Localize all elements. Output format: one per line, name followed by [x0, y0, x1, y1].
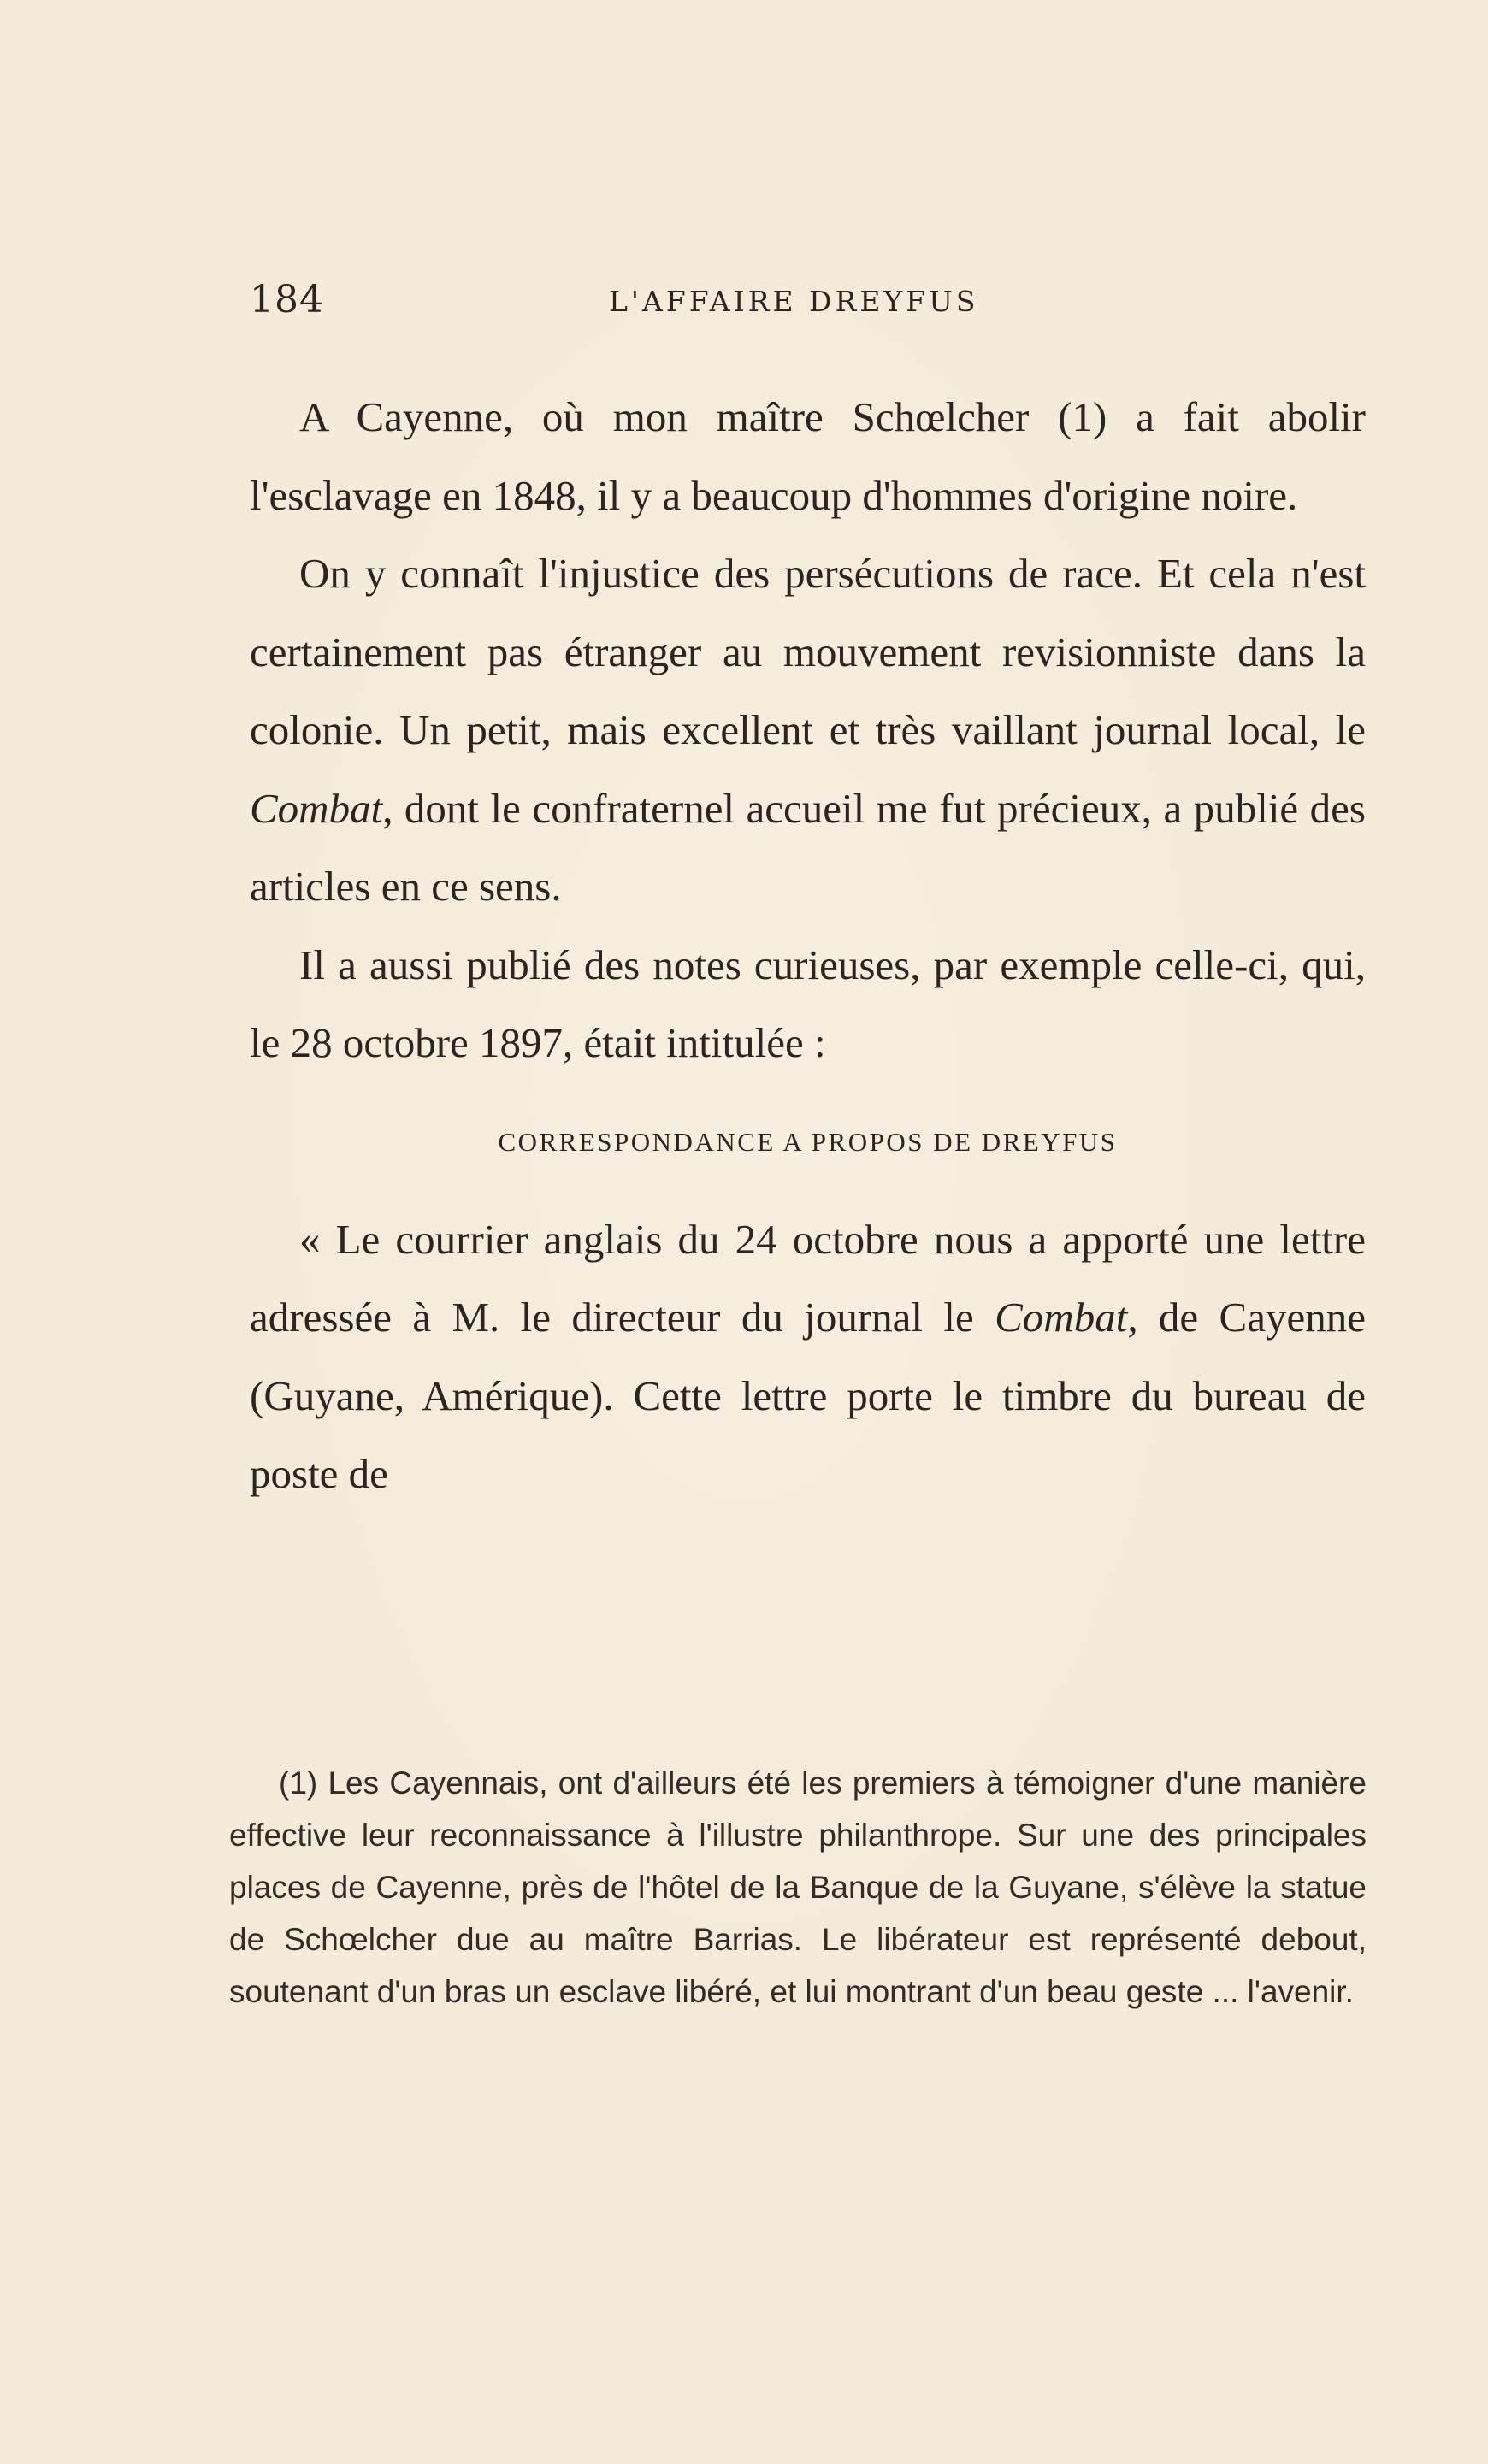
quoted-letter	[250, 1200, 1366, 1513]
newspaper-title: Combat	[250, 784, 383, 832]
paragraph-2-end: , dont le confraternel accueil me fut précieux, a publié des articles en ce sens.	[250, 784, 1366, 910]
quote-text-end: , de Cayenne (Guyane, Amérique). Cette lettre porte le timbre du bureau de poste de	[250, 1294, 1366, 1497]
running-title: L'AFFAIRE DREYFUS	[609, 285, 979, 318]
quote-newspaper-title: Combat	[995, 1294, 1128, 1341]
quote-text: « Le courrier anglais du 24 octobre nous a apporté une lettre adressée à M. le directeur du journal le	[250, 1215, 1366, 1341]
page-number: 184	[250, 278, 324, 321]
paragraph-3: Il a aussi publié des notes curieuses, par exemple celle-ci, qui, le 28 octobre 1897, était intitulée :	[250, 940, 1366, 1066]
paragraph-2-text: On y connaît l'injustice des persécutions de race. Et cela n'est certainement pas étranger au mouvement revisionniste dans la colonie. Un petit, mais excellent et très vaillant journal local, le	[250, 550, 1366, 753]
paragraph-1: A Cayenne, où mon maître Schœlcher (1) a fait abolir l'esclavage en 1848, il y a beaucoup d'hommes d'origine noire.	[250, 393, 1366, 519]
quote-paragraph	[250, 1200, 1366, 1513]
footnote-text: (1) Les Cayennais, ont d'ailleurs été les premiers à témoigner d'une manière effective leur reconnaissance à l'illustre philanthrope. Sur une des principales places de Cayenne, près de l'hôtel de la Banque de la Guyane, s'élève la statue de Schœlcher due au maître Barrias. Le libérateur est représenté debout, soutenant d'un bras un esclave libéré, et lui montrant d'un beau geste ... l'avenir.	[229, 1765, 1367, 2009]
paragraph-2	[250, 534, 1366, 926]
main-text	[250, 378, 1366, 1513]
footnote	[229, 1757, 1367, 2018]
running-head	[250, 278, 1366, 329]
section-subheading: CORRESPONDANCE A PROPOS DE DREYFUS	[498, 1126, 1118, 1157]
